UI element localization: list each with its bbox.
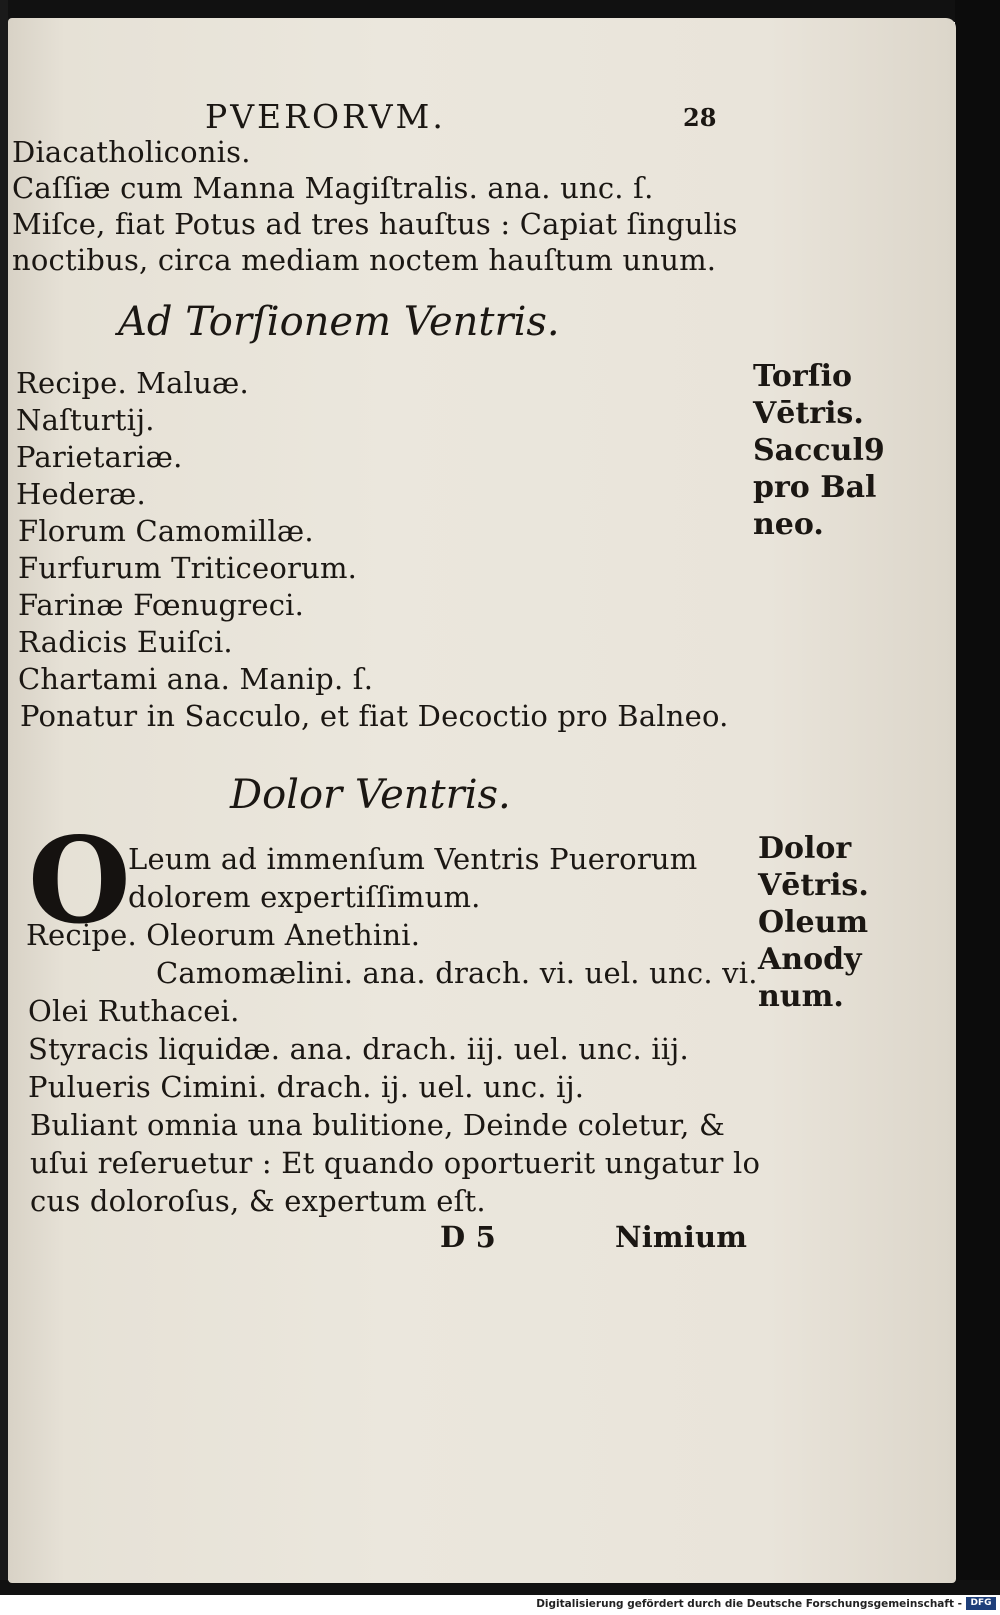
signature-mark: D 5 (440, 1220, 497, 1254)
text-line: dolorem expertiſſimum. (128, 880, 481, 914)
text-line: Caſſiæ cum Manna Magiſtralis. ana. unc. ſ. (12, 171, 654, 205)
text-line: Diacatholiconis. (12, 135, 251, 169)
text-line: Furfurum Triticeorum. (18, 551, 358, 585)
running-title: PVERORVM. (205, 97, 446, 136)
text-line: Chartami ana. Manip. ſ. (18, 662, 374, 696)
text-line: Olei Ruthacei. (28, 994, 240, 1028)
text-line: Miſce, fiat Potus ad tres hauſtus : Capiat ſingulis (12, 207, 738, 241)
text-line: Pulueris Cimini. drach. ij. uel. unc. ij. (28, 1070, 585, 1104)
text-line: noctibus, circa mediam noctem hauſtum unum. (12, 243, 717, 277)
text-line: Florum Camomillæ. (18, 514, 314, 548)
drop-capital: O (28, 811, 131, 950)
scan-edge-left (0, 0, 8, 1595)
funding-credit: Digitalisierung gefördert durch die Deutsche Forschungsgemeinschaft - (536, 1598, 962, 1610)
text-line: Camomælini. ana. drach. vi. uel. unc. vi. (156, 956, 758, 990)
text-line: Parietariæ. (16, 440, 183, 474)
text-line: Naſturtij. (16, 403, 155, 437)
text-line: uſui reſeruetur : Et quando oportuerit ungatur lo (30, 1146, 761, 1180)
text-line: Buliant omnia una bulitione, Deinde coletur, & (30, 1108, 726, 1142)
text-line: Radicis Euiſci. (18, 625, 233, 659)
section-heading: Dolor Ventris. (230, 772, 511, 818)
dfg-logo: DFG (966, 1597, 996, 1610)
scan-edge-right (955, 0, 1000, 1595)
text-line: Hederæ. (16, 477, 146, 511)
margin-note: Dolor Vētris. Oleum Anody num. (758, 831, 869, 1014)
text-line: Styracis liquidæ. ana. drach. iij. uel. unc. iij. (28, 1032, 689, 1066)
catchword: Nimium (615, 1220, 748, 1254)
page-number: 28 (683, 103, 717, 132)
section-heading: Ad Torſionem Ventris. (118, 299, 560, 345)
text-line: cus doloroſus, & expertum eſt. (30, 1184, 486, 1218)
text-line: Recipe. Maluæ. (16, 366, 249, 400)
text-line: Ponatur in Sacculo, et fiat Decoctio pro Balneo. (20, 699, 729, 733)
margin-note: Torſio Vētris. Saccul9 pro Bal neo. (753, 359, 885, 542)
text-line: Recipe. Oleorum Anethini. (26, 918, 421, 952)
text-line: Leum ad immenſum Ventris Puerorum (128, 842, 698, 876)
text-line: Farinæ Fœnugreci. (18, 588, 305, 622)
